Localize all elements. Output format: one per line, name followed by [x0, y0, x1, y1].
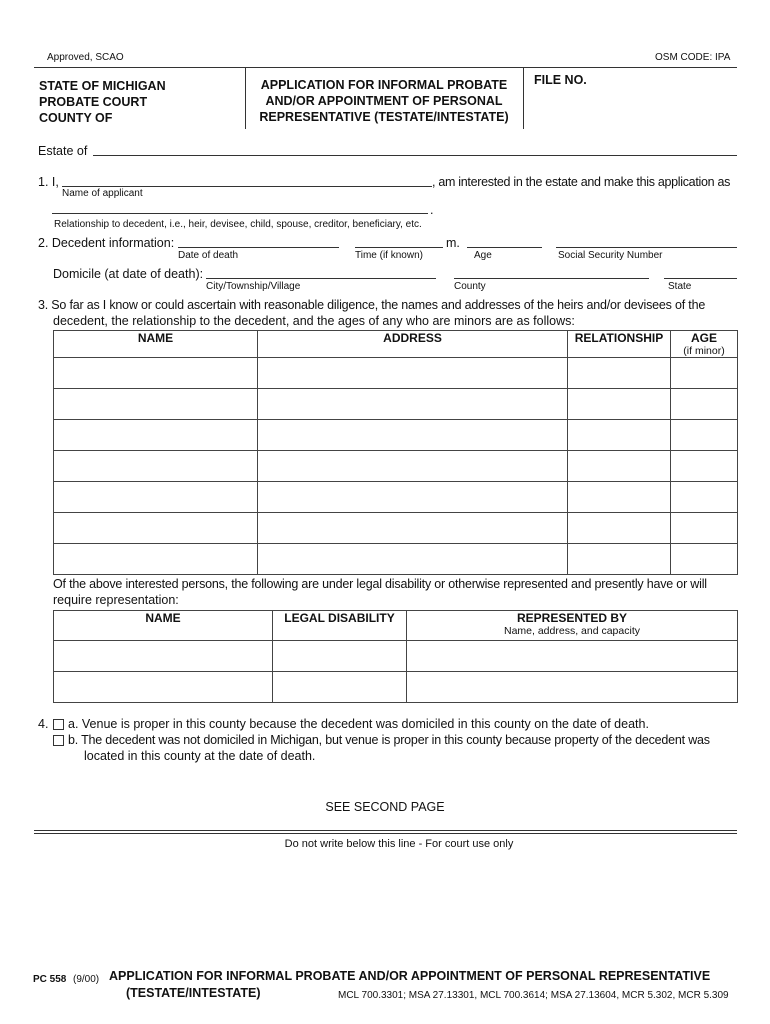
heir-address-cell[interactable]: [258, 389, 568, 420]
domicile-county-field[interactable]: [454, 278, 649, 279]
see-second-page: SEE SECOND PAGE: [325, 800, 445, 814]
heir-name-cell[interactable]: [54, 420, 258, 451]
relationship-caption: Relationship to decedent, i.e., heir, devisee, child, spouse, creditor, beneficiary, etc.: [54, 219, 422, 230]
venue-option-a-checkbox[interactable]: [53, 719, 64, 730]
item1-suffix: , am interested in the estate and make this application as: [432, 175, 731, 189]
heir-age-cell[interactable]: [671, 420, 738, 451]
heir-address-cell[interactable]: [258, 544, 568, 575]
table-row: [54, 641, 738, 672]
domicile-label: Domicile (at date of death):: [53, 267, 204, 281]
heir-address-cell[interactable]: [258, 482, 568, 513]
heir-age-cell[interactable]: [671, 544, 738, 575]
approval-note: Approved, SCAO: [47, 52, 124, 63]
heir-name-cell[interactable]: [54, 451, 258, 482]
file-no-field[interactable]: [526, 72, 731, 126]
footer-form-number: PC 558: [33, 974, 67, 985]
venue-option-a-text: a. Venue is proper in this county because the decedent was domiciled in this county on the date of death.: [68, 717, 649, 731]
heir-name-cell[interactable]: [54, 544, 258, 575]
form-title-line2: AND/OR APPOINTMENT OF PERSONAL: [265, 94, 503, 108]
heir-address-cell[interactable]: [258, 451, 568, 482]
estate-label: Estate of: [38, 144, 88, 158]
heirs-header-age-label: AGE: [690, 331, 717, 345]
disability-text-line2: require representation:: [53, 593, 179, 607]
heir-age-cell[interactable]: [671, 513, 738, 544]
table-row: [54, 358, 738, 389]
ssn-field[interactable]: [556, 247, 737, 248]
relationship-field[interactable]: [52, 213, 428, 214]
heirs-header-age: [671, 331, 738, 358]
header-divider-right: [523, 67, 524, 129]
applicant-name-caption: Name of applicant: [62, 188, 143, 199]
represented-by-cell[interactable]: [407, 641, 738, 672]
domicile-city-field[interactable]: [206, 278, 436, 279]
heirs-header-age-sub: (if minor): [683, 345, 725, 357]
heir-name-cell[interactable]: [54, 389, 258, 420]
item1-prefix: 1. I,: [38, 175, 59, 189]
heirs-header-relationship: RELATIONSHIP: [568, 331, 671, 358]
relationship-period: .: [430, 203, 434, 217]
court-use-note: Do not write below this line - For court use only: [284, 838, 514, 850]
court-county: COUNTY OF: [39, 111, 113, 125]
heir-address-cell[interactable]: [258, 513, 568, 544]
heir-relationship-cell[interactable]: [568, 358, 671, 389]
osm-code: OSM CODE: IPA: [655, 52, 731, 63]
represented-by-sub: Name, address, and capacity: [504, 625, 640, 637]
table-row: [54, 420, 738, 451]
venue-option-b-text-line2: located in this county at the date of death.: [84, 749, 316, 763]
heir-address-cell[interactable]: [258, 358, 568, 389]
state-caption: State: [668, 281, 692, 292]
court-use-rule-top: [34, 830, 737, 831]
heir-relationship-cell[interactable]: [568, 389, 671, 420]
estate-field[interactable]: [93, 155, 737, 156]
disability-text-line1: Of the above interested persons, the following are under legal disability or otherwise represented and presently have or will: [53, 577, 707, 591]
venue-option-b-checkbox[interactable]: [53, 735, 64, 746]
heir-relationship-cell[interactable]: [568, 420, 671, 451]
disability-header-legal-disability: LEGAL DISABILITY: [273, 611, 407, 641]
heir-name-cell[interactable]: [54, 482, 258, 513]
venue-option-b-text-line1: b. The decedent was not domiciled in Michigan, but venue is proper in this county because property of the decedent was: [68, 733, 710, 747]
item4-number: 4.: [38, 717, 49, 731]
form-title-line1: APPLICATION FOR INFORMAL PROBATE: [260, 78, 508, 92]
table-row: [54, 451, 738, 482]
heir-age-cell[interactable]: [671, 482, 738, 513]
time-m-label: m.: [446, 236, 460, 250]
county-caption: County: [454, 281, 486, 292]
item3-text-line1: 3. So far as I know or could ascertain with reasonable diligence, the names and addresses of the heirs and/or devisees of the: [38, 298, 706, 312]
table-row: [54, 482, 738, 513]
heirs-header-address: ADDRESS: [258, 331, 568, 358]
heir-relationship-cell[interactable]: [568, 451, 671, 482]
item3-text-line2: decedent, the relationship to the decedent, and the ages of any who are minors are as follows:: [53, 314, 575, 328]
date-of-death-field[interactable]: [178, 247, 339, 248]
represented-by-cell[interactable]: [407, 672, 738, 703]
table-row: [54, 672, 738, 703]
footer-statutes: MCL 700.3301; MSA 27.13301, MCL 700.3614; MSA 27.13604, MCR 5.302, MCR 5.309: [338, 990, 729, 1001]
heir-relationship-cell[interactable]: [568, 482, 671, 513]
time-caption: Time (if known): [355, 250, 423, 261]
age-caption: Age: [474, 250, 492, 261]
city-caption: City/Township/Village: [206, 281, 301, 292]
heirs-header-name: NAME: [54, 331, 258, 358]
time-of-death-field[interactable]: [355, 247, 443, 248]
disabled-person-name-cell[interactable]: [54, 641, 273, 672]
table-row: [54, 513, 738, 544]
ssn-caption: Social Security Number: [558, 250, 663, 261]
heir-age-cell[interactable]: [671, 358, 738, 389]
court-state: STATE OF MICHIGAN: [39, 79, 166, 93]
decedent-info-label: 2. Decedent information:: [38, 236, 175, 250]
footer-revision: (9/00): [73, 974, 100, 985]
heir-age-cell[interactable]: [671, 451, 738, 482]
disability-header-name: NAME: [54, 611, 273, 641]
heir-relationship-cell[interactable]: [568, 544, 671, 575]
form-title-line3: REPRESENTATIVE (TESTATE/INTESTATE): [259, 110, 509, 124]
represented-by-label: REPRESENTED BY: [516, 611, 628, 625]
header-top-rule: [34, 67, 737, 68]
table-row: [54, 544, 738, 575]
footer-title-line1: APPLICATION FOR INFORMAL PROBATE AND/OR APPOINTMENT OF PERSONAL REPRESENTATIVE: [109, 969, 711, 983]
court-name: PROBATE COURT: [39, 95, 148, 109]
age-field[interactable]: [467, 247, 542, 248]
table-row: [54, 389, 738, 420]
domicile-state-field[interactable]: [664, 278, 737, 279]
footer-title-line2: (TESTATE/INTESTATE): [126, 986, 261, 1000]
file-no-label: FILE NO.: [534, 73, 587, 87]
heir-age-cell[interactable]: [671, 389, 738, 420]
heirs-table: [53, 330, 738, 575]
legal-disability-cell[interactable]: [273, 641, 407, 672]
heir-address-cell[interactable]: [258, 420, 568, 451]
disabled-person-name-cell[interactable]: [54, 672, 273, 703]
heir-relationship-cell[interactable]: [568, 513, 671, 544]
applicant-name-field[interactable]: [62, 186, 432, 187]
disability-header-represented-by: [407, 611, 738, 641]
heir-name-cell[interactable]: [54, 513, 258, 544]
date-of-death-caption: Date of death: [178, 250, 239, 261]
court-use-rule-bottom: [34, 833, 737, 834]
heir-name-cell[interactable]: [54, 358, 258, 389]
legal-disability-cell[interactable]: [273, 672, 407, 703]
disability-table: [53, 610, 738, 703]
